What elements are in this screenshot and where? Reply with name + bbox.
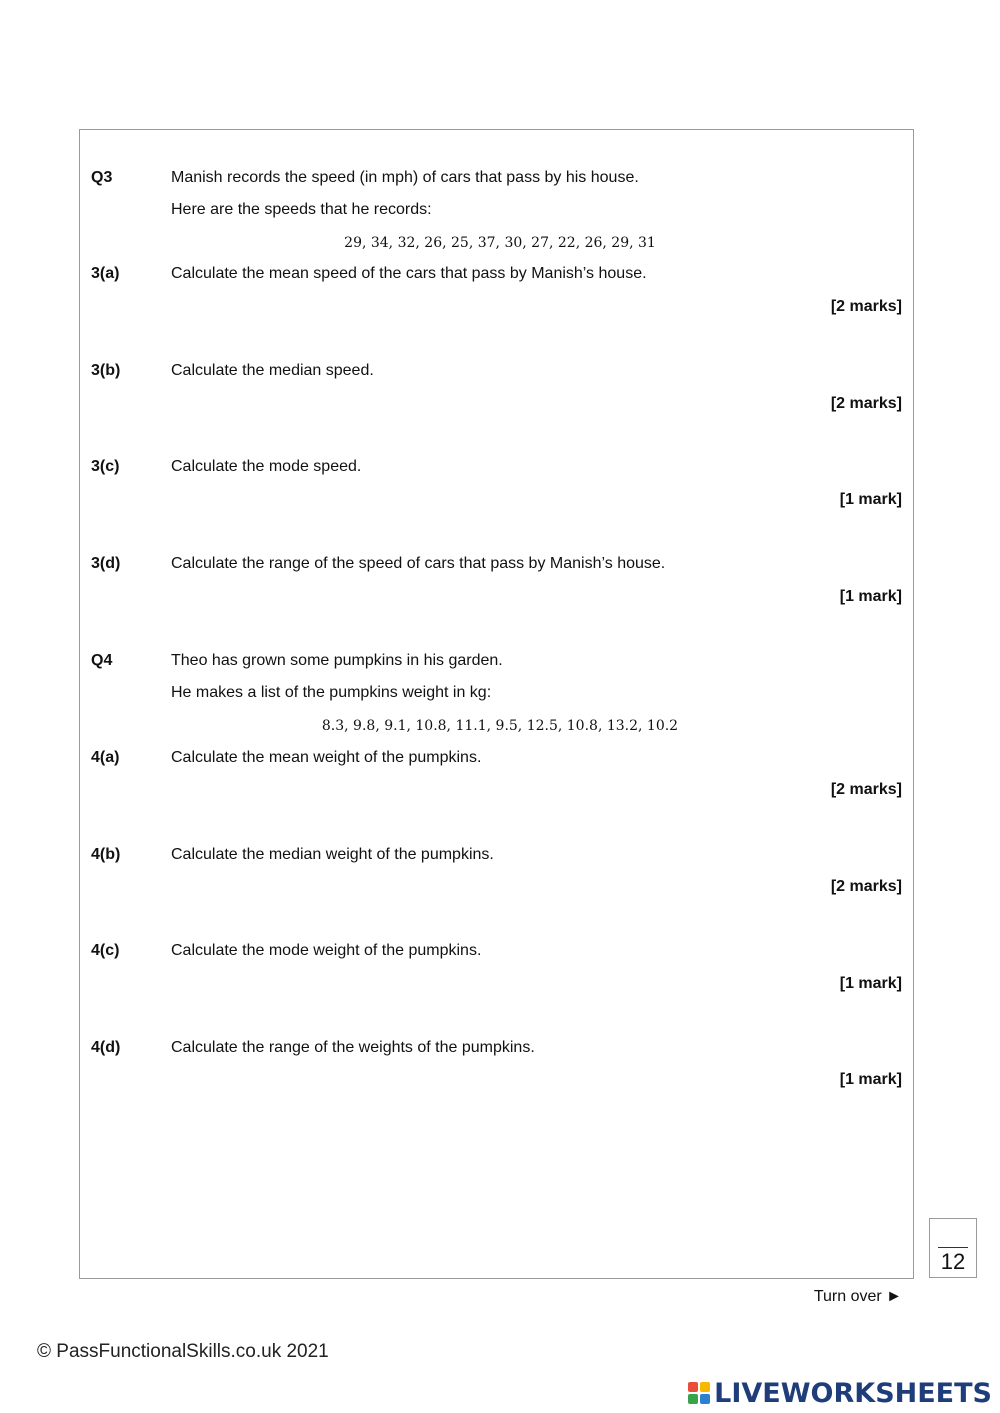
- question-frame: [79, 129, 914, 1279]
- q3a-text: Calculate the mean speed of the cars that pass by Manish’s house.: [171, 265, 647, 282]
- q3-intro: Manish records the speed (in mph) of cars that pass by his house.: [171, 169, 639, 186]
- turn-over-label: Turn over ►: [813, 1288, 902, 1305]
- q3-lead: Here are the speeds that he records:: [171, 201, 432, 218]
- score-total: 12: [940, 1249, 966, 1274]
- q3-label: Q3: [91, 169, 113, 186]
- q3b-text: Calculate the median speed.: [171, 362, 374, 379]
- logo-square-green: [688, 1394, 698, 1404]
- logo-square-yellow: [700, 1382, 710, 1392]
- q4a-label: 4(a): [91, 749, 120, 766]
- q4-data: 8.3, 9.8, 9.1, 10.8, 11.1, 9.5, 12.5, 10.8, 13.2, 10.2: [321, 718, 679, 734]
- score-divider: [938, 1247, 968, 1248]
- q4b-text: Calculate the median weight of the pumpkins.: [171, 846, 494, 863]
- q4a-text: Calculate the mean weight of the pumpkins.: [171, 749, 482, 766]
- score-box: [929, 1218, 977, 1278]
- q3b-marks: [2 marks]: [830, 395, 902, 412]
- q4c-marks: [1 mark]: [839, 975, 902, 992]
- q4b-label: 4(b): [91, 846, 121, 863]
- q4d-marks: [1 mark]: [839, 1071, 902, 1088]
- liveworksheets-logo[interactable]: [688, 1377, 992, 1409]
- liveworksheets-mark-icon: [688, 1382, 710, 1404]
- q3c-text: Calculate the mode speed.: [171, 458, 362, 475]
- q3d-marks: [1 mark]: [839, 588, 902, 605]
- q3c-label: 3(c): [91, 458, 120, 475]
- copyright-text: © PassFunctionalSkills.co.uk 2021: [37, 1341, 329, 1362]
- q4c-label: 4(c): [91, 942, 120, 959]
- q4-intro: Theo has grown some pumpkins in his garden.: [171, 652, 503, 669]
- q3b-label: 3(b): [91, 362, 121, 379]
- q4d-label: 4(d): [91, 1039, 121, 1056]
- q4a-marks: [2 marks]: [830, 781, 902, 798]
- q4-lead: He makes a list of the pumpkins weight in kg:: [171, 684, 492, 701]
- logo-square-red: [688, 1382, 698, 1392]
- q3d-label: 3(d): [91, 555, 121, 572]
- liveworksheets-brand: LIVEWORKSHEETS: [714, 1377, 992, 1409]
- q4-label: Q4: [91, 652, 113, 669]
- q4d-text: Calculate the range of the weights of the pumpkins.: [171, 1039, 535, 1056]
- q4b-marks: [2 marks]: [830, 878, 902, 895]
- q3d-text: Calculate the range of the speed of cars that pass by Manish’s house.: [171, 555, 666, 572]
- q4c-text: Calculate the mode weight of the pumpkins.: [171, 942, 482, 959]
- logo-square-blue: [700, 1394, 710, 1404]
- q3c-marks: [1 mark]: [839, 491, 902, 508]
- q3a-label: 3(a): [91, 265, 120, 282]
- q3-data: 29, 34, 32, 26, 25, 37, 30, 27, 22, 26, 29, 31: [344, 235, 656, 251]
- q3a-marks: [2 marks]: [830, 298, 902, 315]
